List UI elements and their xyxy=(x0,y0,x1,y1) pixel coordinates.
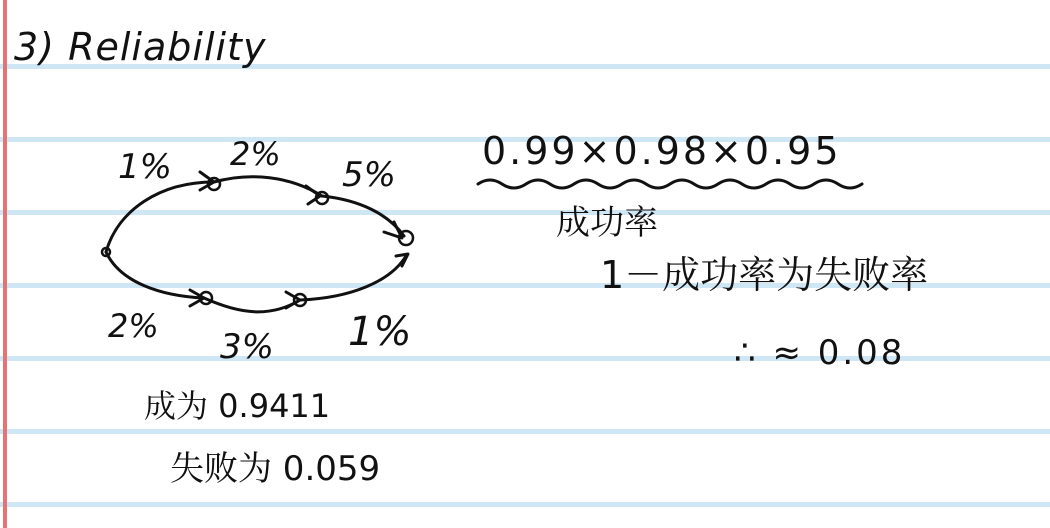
edge-label-bottom-right: 1% xyxy=(348,309,412,355)
edge-label-top-left: 1% xyxy=(118,147,172,187)
success-result: 成为 0.9411 xyxy=(144,387,331,425)
edge-label-top-middle: 2% xyxy=(230,135,281,173)
upper-path-3 xyxy=(322,196,404,236)
page-title: 3) Reliability xyxy=(14,25,267,69)
failure-rate-formula: 1－成功率为失败率 xyxy=(600,253,929,297)
edge-label-bottom-middle: 3% xyxy=(220,327,274,367)
lower-path-3 xyxy=(300,256,406,300)
lower-path-2 xyxy=(204,298,300,312)
edge-label-bottom-left: 2% xyxy=(108,307,159,345)
upper-path-1 xyxy=(106,182,214,252)
wavy-underline xyxy=(478,180,862,188)
failure-rate-conclusion: ∴ ≈ 0.08 xyxy=(734,333,906,373)
edge-label-top-right: 5% xyxy=(342,155,396,195)
failure-result: 失败为 0.059 xyxy=(170,449,381,489)
success-rate-label: 成功率 xyxy=(556,203,658,243)
reliability-product: 0.99×0.98×0.95 xyxy=(482,129,842,173)
